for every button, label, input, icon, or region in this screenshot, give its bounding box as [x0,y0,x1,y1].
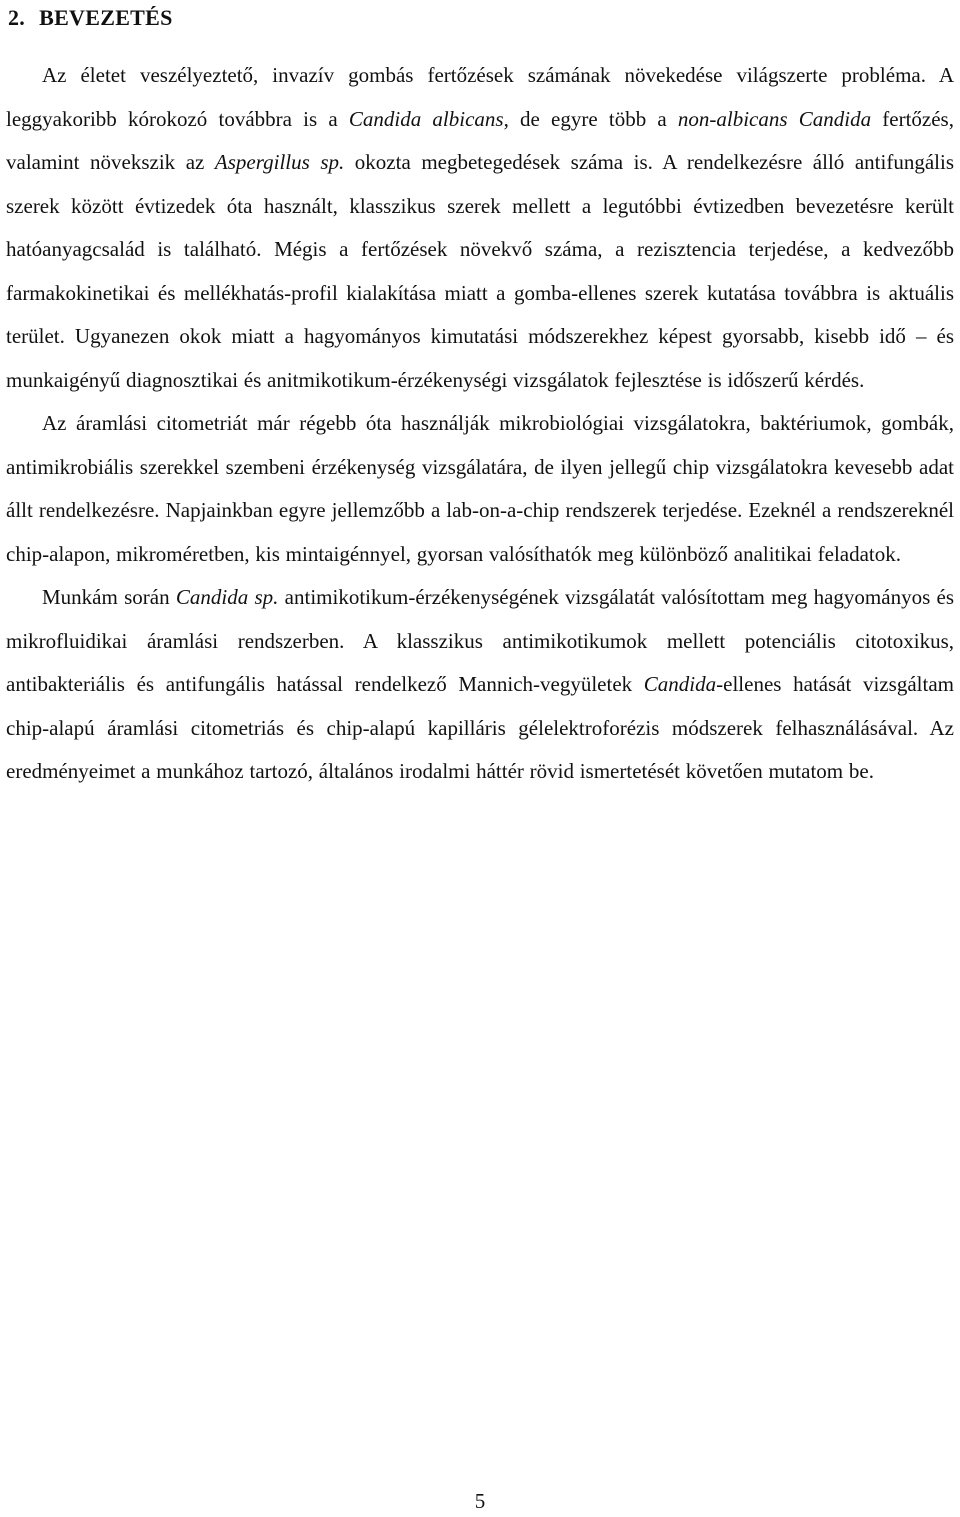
text-segment: Az áramlási citometriát már régebb óta használják mikrobiológiai vizsgálatokra, baktériumok, gombák, antimikrobiális szerekkel szembeni érzékenység vizsgálatára, de ilyen jellegű chip vizsgálatokra kevesebb adat állt rendelkezésre. Napjainkban egyre jellemzőbb a lab-on-a-chip rendszerek terjedése. Ezeknél a rendszereknél chip-alapon, mikroméretben, kis mintaigénnyel, gyorsan valósíthatók meg különböző analitikai feladatok. [6,411,954,566]
text-segment: okozta megbetegedések száma is. A rendelkezésre álló antifungális szerek között évtizedek óta használt, klasszikus szerek mellett a legutóbbi évtizedben bevezetésre került hatóanyagcsalád is található. Mégis a fertőzések növekvő száma, a rezisztencia terjedése, a kedvezőbb farmakokinetikai és mellékhatás-profil kialakítása miatt a gomba-ellenes szerek kutatása továbbra is aktuális terület. Ugyanezen okok miatt a hagyományos kimutatási módszerekhez képest gyorsabb, kisebb idő – és munkaigényű diagnosztikai és anitmikotikum-érzékenységi vizsgálatok fejlesztése is időszerű kérdés. [6,150,954,392]
text-segment-italic: Candida sp. [175,585,279,609]
body-text [6,54,954,794]
page-number: 5 [474,1489,486,1513]
section-heading [8,4,173,32]
paragraph-flow-cytometry [6,402,954,576]
paragraph-own-work [6,576,954,794]
text-segment: Az életet veszélyeztető, invazív gombás fertőzések számának növekedése világszerte probléma. A leggyakoribb kórokozó továbbra is a [6,63,954,131]
text-segment-italic: Candida albicans [348,106,504,131]
paragraph-intro [6,54,954,402]
section-title: BEVEZETÉS [39,5,173,30]
text-segment: Munkám során [42,585,176,609]
section-number: 2. [8,5,26,30]
text-segment: , de egyre több a [503,106,678,131]
text-segment: antimikotikum-érzékenységének vizsgálatát valósítottam meg hagyományos és mikrofluidikai áramlási rendszerben. A klasszikus antimikotikumok mellett potenciális citotoxikus, antibakteriális és antifungális hatással rendelkező Mannich-vegyületek [6,585,954,696]
text-segment: fertőzés, valamint növekszik az [6,106,954,174]
text-segment-italic: Candida [643,672,717,696]
text-segment-italic: non-albicans Candida [677,106,872,131]
text-segment-italic: Aspergillus sp. [214,150,345,174]
text-segment: -ellenes hatását vizsgáltam chip-alapú áramlási citometriás és chip-alapú kapilláris gélelektroforézis módszerek felhasználásával. Az eredményeimet a munkához tartozó, általános irodalmi háttér rövid ismertetését követően mutatom be. [6,672,954,783]
